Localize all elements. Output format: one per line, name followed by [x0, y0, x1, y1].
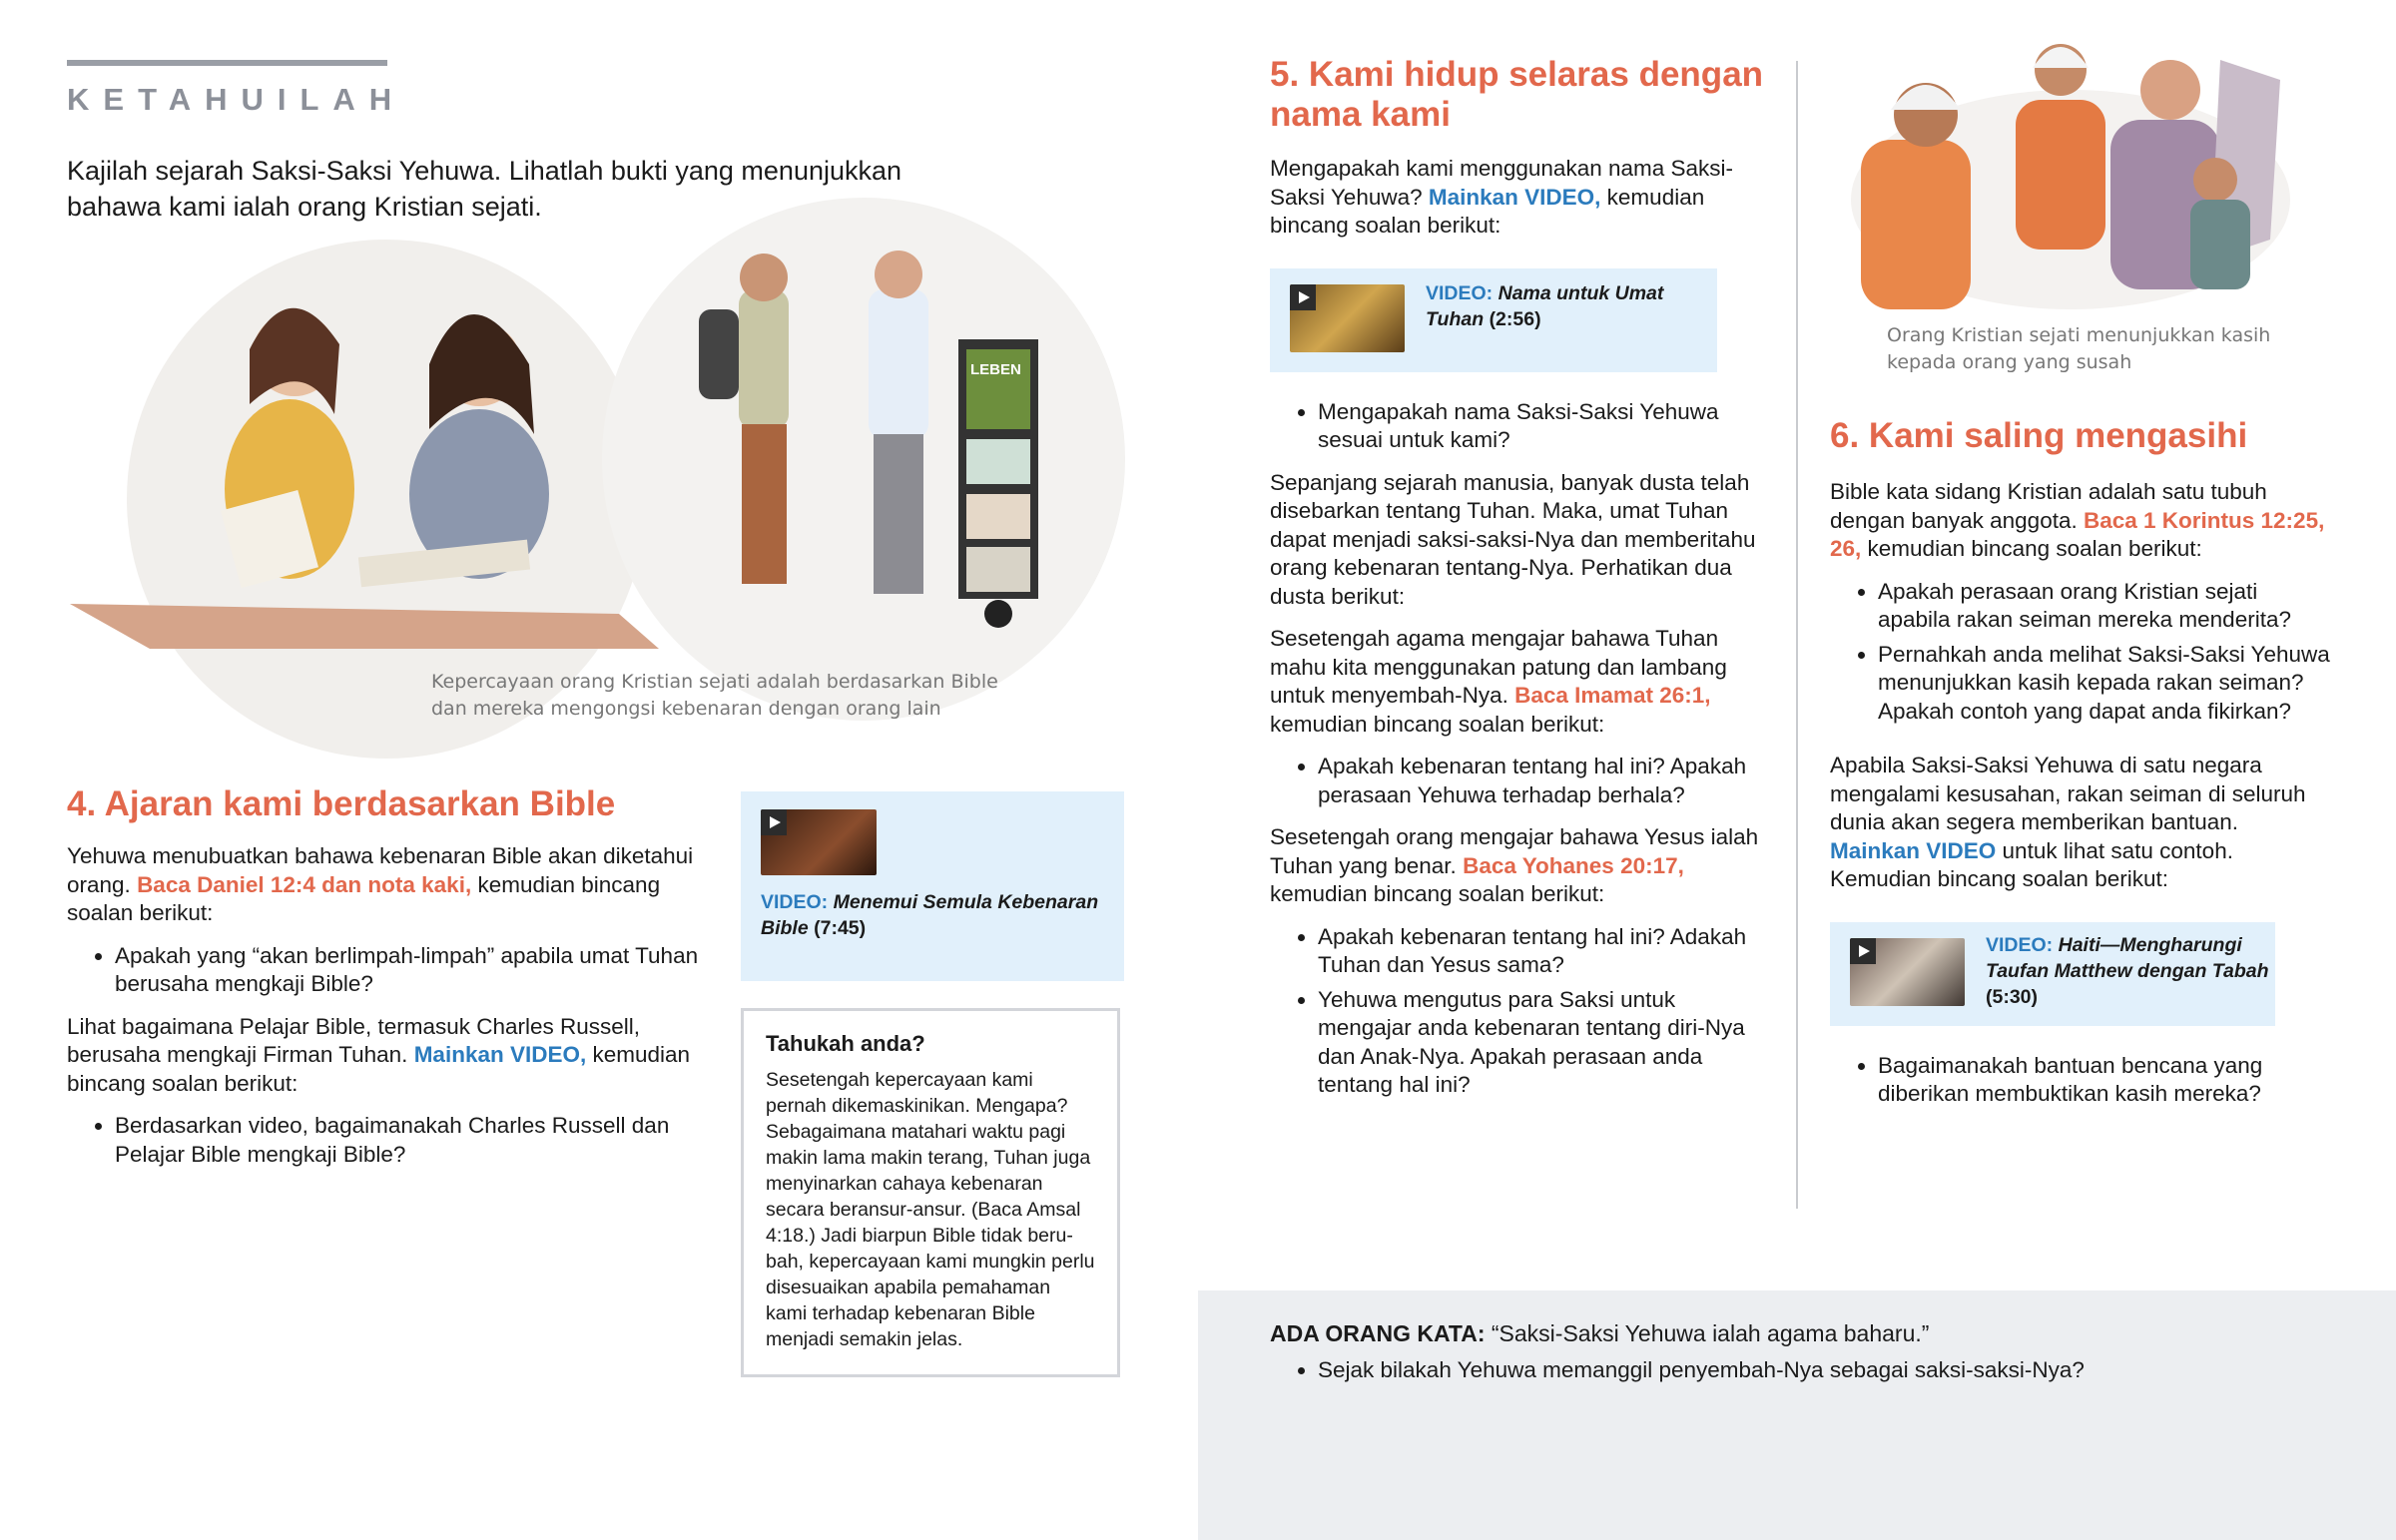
paragraph: Lihat bagaimana Pelajar Bible, termasuk Charles Russell, berusaha mengkaji Firman Tuhan. Mainkan VIDEO, kemudian bincang soalan berikut:	[67, 1013, 691, 1096]
video-thumbnail[interactable]	[761, 809, 877, 875]
play-icon[interactable]	[761, 809, 787, 835]
did-you-know-title: Tahukah anda?	[766, 1031, 925, 1056]
paragraph: Mengapakah kami menggunakan nama Saksi-Saksi Yehuwa? Mainkan VIDEO, kemudian bincang soalan berikut:	[1270, 156, 1734, 238]
some-say-label: ADA ORANG KATA:	[1270, 1320, 1486, 1346]
some-say-quote: “Saksi-Saksi Yehuwa ialah agama baharu.”	[1491, 1320, 1930, 1346]
some-say-section	[1270, 1319, 2318, 1398]
question-item: • Yehuwa mengutus para Saksi untuk mengajar anda kebenaran tentang diri-Nya dan Anak-Nya. Apakah perasaan anda tentang hal ini?	[1318, 986, 1764, 1100]
column-divider	[1796, 61, 1798, 1209]
video-box-name-for-gods-people[interactable]: VIDEO: Nama untuk Umat Tuhan (2:56)	[1270, 268, 1717, 372]
question-item: • Apakah perasaan orang Kristian sejati apabila rakan seiman mereka menderita?	[1878, 578, 2334, 635]
question-item: • Apakah kebenaran tentang hal ini? Apakah perasaan Yehuwa terhadap berhala?	[1318, 753, 1764, 809]
section-5	[1270, 55, 1764, 1114]
section-5-title: 5. Kami hidup selaras dengan nama kami	[1270, 55, 1764, 134]
scripture-link[interactable]: Baca 1 Korintus 12:25, 26,	[1830, 507, 2325, 561]
illustration-caption-left	[431, 669, 998, 723]
video-thumbnail[interactable]	[1290, 284, 1405, 352]
top-rule	[67, 60, 387, 66]
paragraph: Sesetengah orang mengajar bahawa Yesus ialah Tuhan yang benar. Baca Yohanes 20:17, kemudian bincang soalan berikut:	[1270, 824, 1759, 906]
scripture-link[interactable]: Baca Daniel 12:4 dan nota kaki,	[137, 871, 472, 897]
paragraph: Yehuwa menubuatkan bahawa kebenaran Bible akan diketahui orang. Baca Daniel 12:4 dan nota kaki, kemudian bincang soalan berikut:	[67, 843, 694, 925]
video-thumbnail[interactable]	[1850, 938, 1965, 1006]
scripture-link[interactable]: Baca Imamat 26:1,	[1514, 683, 1711, 708]
section-6	[1830, 416, 2334, 1123]
illustration-relief-workers	[1841, 30, 2290, 319]
paragraph: Sepanjang sejarah manusia, banyak dusta telah disebarkan tentang Tuhan. Maka, umat Tuhan dapat menjadi saksi-saksi-Nya dan memberitahu orang kebenaran tentang-Nya. Perhatikan dua dusta berikut:	[1270, 469, 1756, 609]
question-item: • Berdasarkan video, bagaimanakah Charles Russell dan Pelajar Bible mengkaji Bible?	[115, 1112, 716, 1169]
play-icon[interactable]	[1290, 284, 1316, 310]
video-box-rediscovering-bible-truth[interactable]: VIDEO: Menemui Semula Kebenaran Bible (7:45)	[741, 791, 1124, 981]
question-item: • Pernahkah anda melihat Saksi-Saksi Yehuwa menunjukkan kasih kepada rakan seiman? Apakah contoh yang dapat anda fikirkan?	[1878, 641, 2334, 727]
play-video-link[interactable]: Mainkan VIDEO,	[413, 1042, 587, 1067]
question-item: • Sejak bilakah Yehuwa memanggil penyembah-Nya sebagai saksi-saksi-Nya?	[1318, 1356, 2318, 1385]
caption-line: dan mereka mengongsi kebenaran dengan orang lain	[431, 698, 941, 720]
section-kicker: KETAHUILAH	[67, 82, 406, 117]
section-6-title: 6. Kami saling mengasihi	[1830, 416, 2248, 455]
question-item: • Apakah kebenaran tentang hal ini? Adakah Tuhan dan Yesus sama?	[1318, 923, 1764, 980]
intro-text: Kajilah sejarah Saksi-Saksi Yehuwa. Lihatlah bukti yang menunjukkan bahawa kami ialah orang Kristian sejati.	[67, 156, 902, 222]
play-video-link[interactable]: Mainkan VIDEO,	[1428, 184, 1601, 210]
did-you-know-body: Sesetengah kepercayaan kami pernah dikemaskinikan. Mengapa? Sebagaimana matahari waktu pagi makin lama makin terang, Tuhan juga menyinarkan cahaya kebenaran secara beransur-ansur. (Baca Amsal 4:18.) Jadi biarpun Bible tidak berubah, kepercayaan kami mungkin perlu disesuaikan apabila pemahaman kami terhadap kebenaran Bible menjadi semakin jelas.	[766, 1069, 1095, 1350]
play-icon[interactable]	[1850, 938, 1876, 964]
section-4-title: 4. Ajaran kami berdasarkan Bible	[67, 784, 616, 823]
question-item: • Bagaimanakah bantuan bencana yang diberikan membuktikan kasih mereka?	[1878, 1052, 2334, 1109]
scripture-link[interactable]: Baca Yohanes 20:17,	[1463, 852, 1684, 878]
did-you-know-box	[741, 1008, 1120, 1377]
svg-text:LEBEN: LEBEN	[970, 361, 1021, 378]
bg-circle-right	[602, 198, 1125, 721]
question-item: • Mengapakah nama Saksi-Saksi Yehuwa sesuai untuk kami?	[1318, 398, 1764, 455]
paragraph: Apabila Saksi-Saksi Yehuwa di satu negara mengalami kesusahan, rakan seiman di seluruh dunia akan segera memberikan bantuan. Mainkan VIDEO untuk lihat satu contoh. Kemudian bincang soalan berikut:	[1830, 753, 2306, 891]
question-item: • Apakah yang “akan berlimpah-limpah” apabila umat Tuhan berusaha mengkaji Bible?	[115, 942, 716, 999]
paragraph: Bible kata sidang Kristian adalah satu tubuh dengan banyak anggota. Baca 1 Korintus 12:25, 26, kemudian bincang soalan berikut:	[1830, 479, 2325, 561]
illustration-caption-right: Orang Kristian sejati menunjukkan kasih kepada orang yang susah	[1887, 324, 2271, 373]
section-4	[67, 784, 716, 1183]
play-video-link[interactable]: Mainkan VIDEO	[1830, 837, 1997, 863]
video-box-haiti-hurricane[interactable]: VIDEO: Haiti—Mengharungi Taufan Matthew dengan Tabah (5:30)	[1830, 922, 2275, 1026]
caption-line: Kepercayaan orang Kristian sejati adalah berdasarkan Bible	[431, 671, 998, 693]
paragraph: Sesetengah agama mengajar bahawa Tuhan mahu kita menggunakan patung dan lambang untuk menyembah-Nya. Baca Imamat 26:1, kemudian bincang soalan berikut:	[1270, 626, 1727, 737]
